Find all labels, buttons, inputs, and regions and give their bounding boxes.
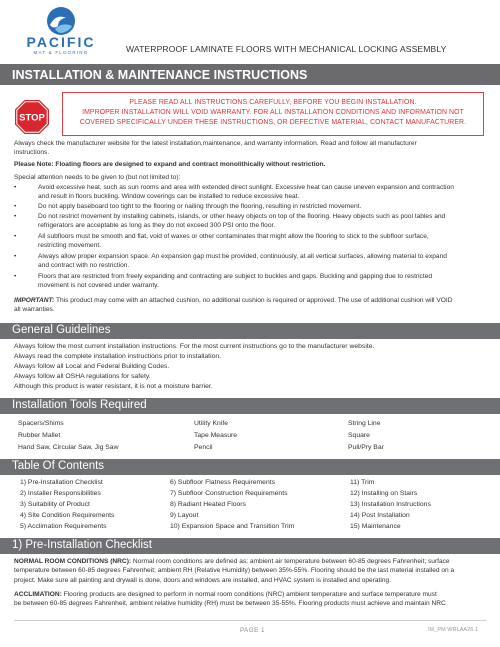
bullet-line: Do not apply baseboard too tight to the flooring or nailing through the flooring, resulting in restricted movement. <box>38 203 362 210</box>
toc-entry[interactable]: 7) Subfloor Construction Requirements <box>170 490 288 497</box>
guideline-item: Although this product is water resistant, it is not a moisture barrier. <box>14 383 213 390</box>
bullet-line: Always allow proper expansion space. An expansion gap must be provided, continuously, at all vertical surfaces, allowing material to expand <box>38 253 447 260</box>
tool-item: Utility Knife <box>194 420 228 427</box>
section-installation-tools: Installation Tools Required <box>0 398 500 414</box>
main-title: INSTALLATION & MAINTENANCE INSTRUCTIONS <box>0 64 500 85</box>
stop-sign-text: STOP <box>19 112 45 124</box>
bullet-line: Avoid excessive heat, such as sun rooms and area with extended direct sunlight. Excessive heat can cause uneven expansion and contraction <box>38 184 454 191</box>
section-general-guidelines: General Guidelines <box>0 323 500 339</box>
bullet-line: All subfloors must be smooth and flat, void of waxes or other contaminates that might allow the flooring to stick to the subfloor surface, <box>38 233 429 240</box>
bullet-line: Do not restrict movement by installing cabinets, islands, or other heavy objects on top of the flooring. Heavy objects such as pool tables and <box>38 213 446 220</box>
toc-entry[interactable]: 3) Suitability of Product <box>20 501 90 508</box>
toc-entry[interactable]: 10) Expansion Space and Transition Trim <box>170 523 295 530</box>
acclimation-paragraph <box>14 590 490 609</box>
tool-item: Pencil <box>194 444 213 451</box>
intro-text: instructions. <box>14 149 50 156</box>
guideline-item: Always follow all Local and Federal Building Codes. <box>14 363 170 370</box>
acclimation-text: be between 60-85 degrees Fahrenheit, ambient relative humidity (RH) must be between 35-55%. Flooring products must achieve and maintain NRC <box>14 600 446 608</box>
tool-item: Square <box>348 432 370 439</box>
tool-item: String Line <box>348 420 381 427</box>
toc-entry[interactable]: 5) Acclimation Requirements <box>20 523 107 530</box>
footer-divider <box>14 620 486 621</box>
warning-line: PLEASE READ ALL INSTRUCTIONS CAREFULLY, BEFORE YOU BEGIN INSTALLATION. <box>129 99 417 106</box>
toc-entry[interactable]: 15) Maintenance <box>350 523 401 530</box>
warning-line: IMPROPER INSTALLATION WILL VOID WARRANTY. FOR ALL INSTALLATION CONDITIONS AND INFORMATION NOT <box>82 109 464 116</box>
toc-entry[interactable]: 12) Installing on Stairs <box>350 490 418 497</box>
section-pre-installation: 1) Pre-Installation Checklist <box>0 538 500 554</box>
floating-note: Please Note: Floating floors are designed to expand and contract monolithically without restriction. <box>14 161 326 168</box>
toc-entry[interactable]: 6) Subfloor Flatness Requirements <box>170 479 276 486</box>
header-subtitle: WATERPROOF LAMINATE FLOORS WITH MECHANICAL LOCKING ASSEMBLY <box>126 44 447 54</box>
bullet-line: movement is not covered under warranty. <box>38 282 159 290</box>
toc-entry[interactable]: 14) Post Installation <box>350 512 410 519</box>
brand-name: PACIFIC <box>26 34 96 50</box>
warning-line: COVERED SPECIFICALLY UNDER THESE INSTRUCTIONS, OR DEFECTIVE MATERIAL, CONTACT MANUFACTURER. <box>79 119 467 126</box>
intro-text: Always check the manufacturer website for the latest installation,maintenance, and warranty information. Read and follow all manufacturer <box>14 140 417 147</box>
tool-item: Tape Measure <box>194 432 238 439</box>
tool-item: Pull/Pry Bar <box>348 444 384 451</box>
section-table-of-contents: Table Of Contents <box>0 459 500 475</box>
toc-entry[interactable]: 11) Trim <box>350 479 375 486</box>
wave-logo-icon <box>46 6 76 36</box>
nrc-text: temperature between 60-85 degrees Fahrenheit; ambient RH (Relative Humidity) between 35%-55%. Flooring should be the last material installed on a <box>14 567 455 575</box>
tool-item: Spacers/Shims <box>18 420 64 427</box>
nrc-label: NORMAL ROOM CONDITIONS (NRC): <box>14 558 132 565</box>
document-code: IM_PM WRLAA26.1 <box>428 627 479 633</box>
toc-entry[interactable]: 8) Radiant Heated Floors <box>170 501 246 508</box>
special-attention-text: Special attention needs to be given to (but not limited to): <box>14 174 181 181</box>
nrc-paragraph <box>14 557 490 585</box>
brand-subtitle: MAT & FLOORING <box>33 50 89 55</box>
nrc-text: project. Make sure all painting and drywall is done, doors and windows are installed, and HVAC system is installed and operating. <box>14 576 392 584</box>
guideline-item: Always follow all OSHA regulations for safety. <box>14 373 151 380</box>
bullet-line: and result in floors buckling. Window coverings can be installed to reduce excessive heat. <box>38 193 300 201</box>
bullet-line: Floors that are restricted from freely expanding and contracting are subject to buckles and gaps. Buckling and gapping due to restricted <box>38 273 433 280</box>
toc-entry[interactable]: 4) Site Condition Requirements <box>20 512 115 519</box>
acclimation-text: Flooring products are designed to perform in normal room conditions (NRC) ambient temperature and surface temperature must <box>61 591 437 598</box>
toc-entry[interactable]: 13) Installation Instructions <box>350 501 431 508</box>
guideline-item: Always read the complete installation instructions prior to installation. <box>14 353 222 360</box>
page-number: PAGE 1 <box>240 627 265 634</box>
tool-item: Rubber Mallet <box>18 432 61 439</box>
important-text: This product may come with an attached cushion, no additional cushion is required or approved. The use of additional cushion will VOID <box>54 297 453 304</box>
important-text: all warranties. <box>14 306 55 314</box>
toc-entry[interactable]: 9) Layout <box>170 512 199 519</box>
stop-sign-icon <box>14 99 50 135</box>
guideline-item: Always follow the most current installation instructions. For the most current instructions go to the manufacturer website. <box>14 343 375 350</box>
important-label: IMPORTANT: <box>14 297 55 304</box>
bullet-line: and contract with no restriction. <box>38 262 130 270</box>
bullet-line: refrigerators are acceptable as long as they do not exceed 300 PSI onto the floor. <box>38 222 276 230</box>
page-header <box>0 0 500 62</box>
acclimation-label: ACCLIMATION: <box>14 591 62 598</box>
warning-box <box>62 92 484 136</box>
toc-entry[interactable]: 2) Installer Responsibilities <box>20 490 101 497</box>
important-note <box>14 296 490 315</box>
bullet-line: restricting movement. <box>38 242 102 250</box>
toc-entry[interactable]: 1) Pre-Installation Checklist <box>20 479 103 486</box>
tool-item: Hand Saw, Circular Saw, Jig Saw <box>18 444 119 451</box>
nrc-text: Normal room conditions are defined as; ambient air temperature between 60-85 degrees Fahrenheit; surface <box>131 558 450 565</box>
